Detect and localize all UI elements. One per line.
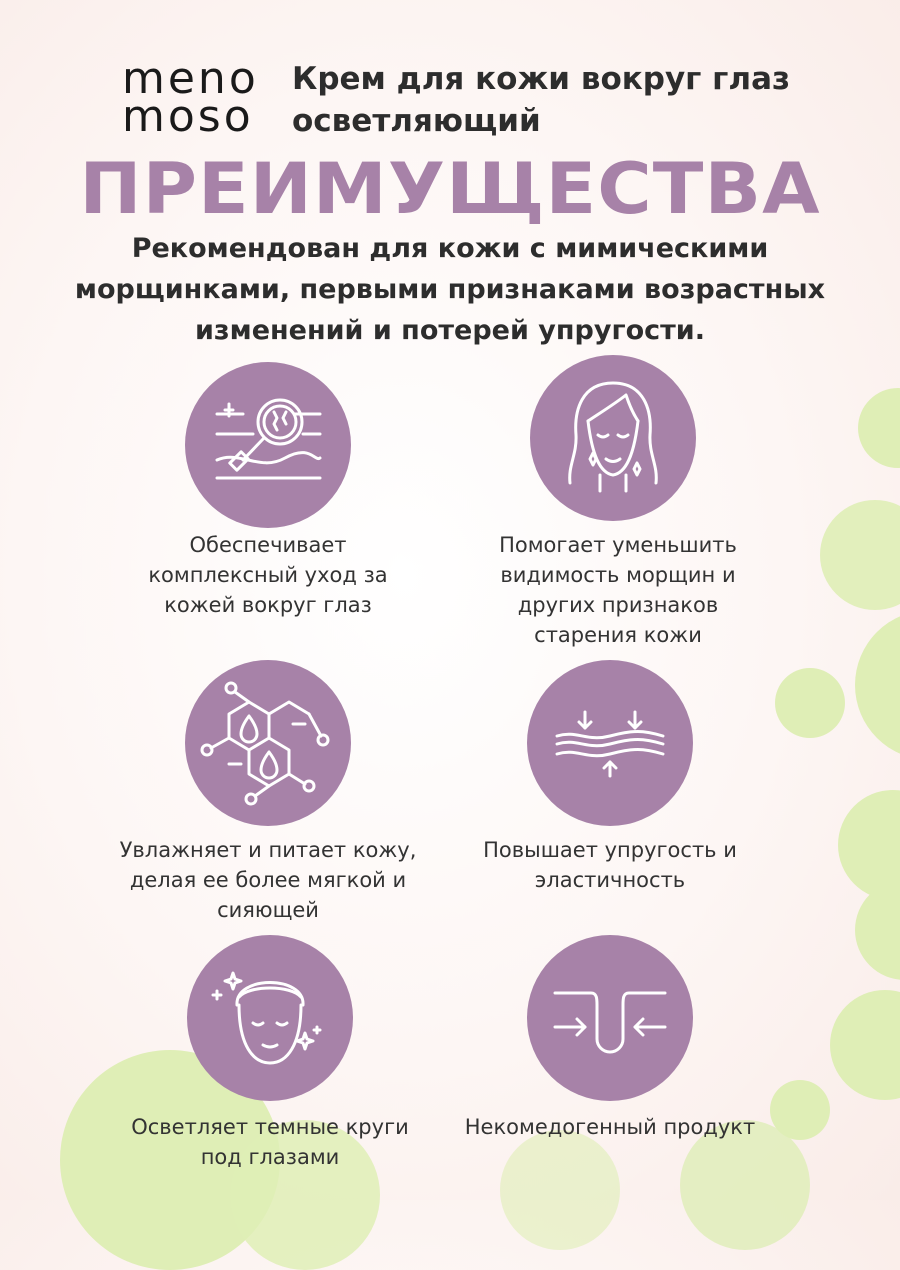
molecule-drops-icon [185, 660, 351, 826]
decor-blob [858, 388, 900, 468]
face-headband-sparkles-icon [187, 935, 353, 1101]
benefit-label: Увлажняет и питает кожу, делая ее более мягкой и сияющей [119, 838, 417, 922]
decor-blob [855, 880, 900, 980]
decor-blob [830, 990, 900, 1100]
decor-blob [500, 1130, 620, 1250]
brand-logo [122, 53, 259, 142]
benefit-label: Некомедогенный продукт [464, 1115, 756, 1139]
skin-layers-arrows-icon [527, 660, 693, 826]
brand-line-1: meno [122, 53, 259, 104]
decor-blob [820, 500, 900, 610]
benefit-label: Обеспечивает комплексный уход за кожей вокруг глаз [148, 533, 388, 617]
brand-line-2: moso [122, 91, 254, 142]
benefit-label: Осветляет темные круги под глазами [131, 1115, 409, 1169]
benefit-label: Помогает уменьшить видимость морщин и других признаков старения кожи [499, 533, 737, 647]
page-heading: ПРЕИМУЩЕСТВА [79, 148, 821, 230]
woman-face-icon [530, 355, 696, 521]
decor-blob [775, 668, 845, 738]
product-title: Крем для кожи вокруг глаз осветляющий [292, 61, 790, 139]
description: Рекомендован для кожи с мимическими морщинками, первыми признаками возрастных изменений и потерей упругости. [74, 233, 826, 346]
pore-arrows-icon [527, 935, 693, 1101]
decor-blob [855, 610, 900, 760]
benefit-label: Повышает упругость и эластичность [483, 838, 737, 892]
magnifier-skin-icon [185, 362, 351, 528]
